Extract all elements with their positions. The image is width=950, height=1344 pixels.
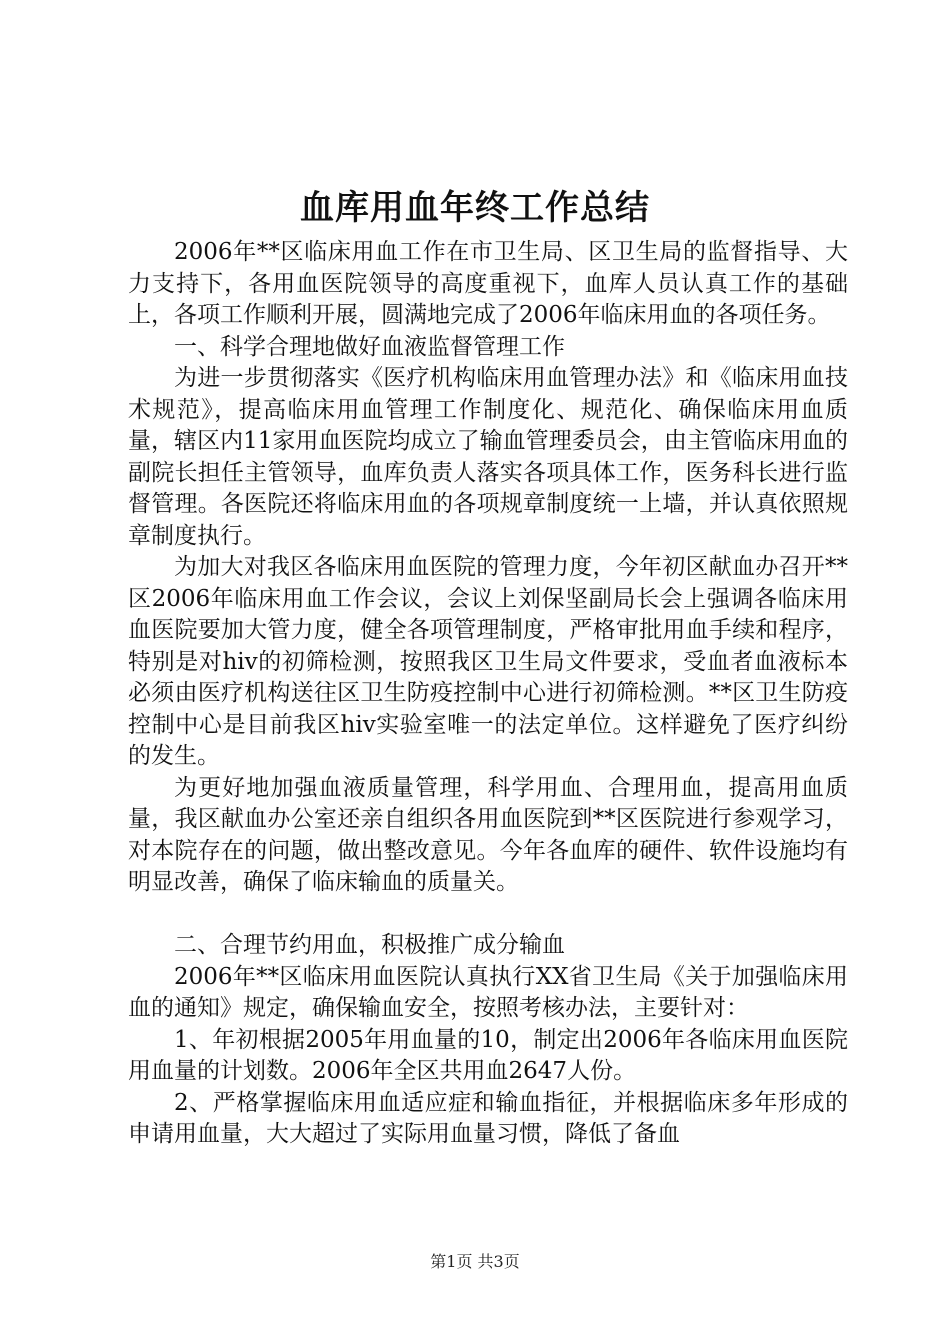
page-footer: 第1页 共3页 [430, 1252, 520, 1271]
list-item-1: 1、年初根据2005年用血量的10，制定出2006年各临床用血医院用血量的计划数。2006年全区共用血2647人份。 [128, 1026, 848, 1084]
document-body [128, 237, 848, 1151]
paragraph-quality: 为更好地加强血液质量管理，科学用血、合理用血，提高用血质量，我区献血办公室还亲自组织各用血医院到**区医院进行参观学习，对本院存在的问题，做出整改意见。今年各血库的硬件、软件设施均有明显改善，确保了临床输血的质量关。 [128, 774, 848, 895]
paragraph-intro: 2006年**区临床用血工作在市卫生局、区卫生局的监督指导、大力支持下，各用血医院领导的高度重视下，血库人员认真工作的基础上，各项工作顺利开展，圆满地完成了2006年临床用血的各项任务。 [128, 239, 848, 328]
section-heading-1: 一、科学合理地做好血液监督管理工作 [174, 333, 565, 360]
list-item-2: 2、严格掌握临床用血适应症和输血指征，并根据临床多年形成的申请用血量，大大超过了实际用血量习惯，降低了备血 [128, 1089, 848, 1147]
document-title: 血库用血年终工作总结 [300, 188, 650, 228]
paragraph-regulations: 为进一步贯彻落实《医疗机构临床用血管理办法》和《临床用血技术规范》，提高临床用血管理工作制度化、规范化、确保临床用血质量，辖区内11家用血医院均成立了输血管理委员会，由主管临床用血的副院长担任主管领导，血库负责人落实各项具体工作，医务科长进行监督管理。各医院还将临床用血的各项规章制度统一上墙，并认真依照规章制度执行。 [128, 365, 848, 549]
section-heading-2: 二、合理节约用血，积极推广成分输血 [174, 932, 565, 958]
paragraph-notice: 2006年**区临床用血医院认真执行XX省卫生局《关于加强临床用血的通知》规定，确保输血安全，按照考核办法，主要针对： [128, 963, 848, 1021]
paragraph-management: 为加大对我区各临床用血医院的管理力度，今年初区献血办召开**区2006年临床用血工作会议，会议上刘保坚副局长会上强调各临床用血医院要加大管力度，健全各项管理制度，严格审批用血手续和程序，特别是对hiv的初筛检测，按照我区卫生局文件要求，受血者血液标本必须由医疗机构送往区卫生防疫控制中心进行初筛检测。**区卫生防疫控制中心是目前我区hiv实验室唯一的法定单位。这样避免了医疗纠纷的发生。 [128, 554, 848, 769]
paragraph-spacer [128, 899, 848, 931]
